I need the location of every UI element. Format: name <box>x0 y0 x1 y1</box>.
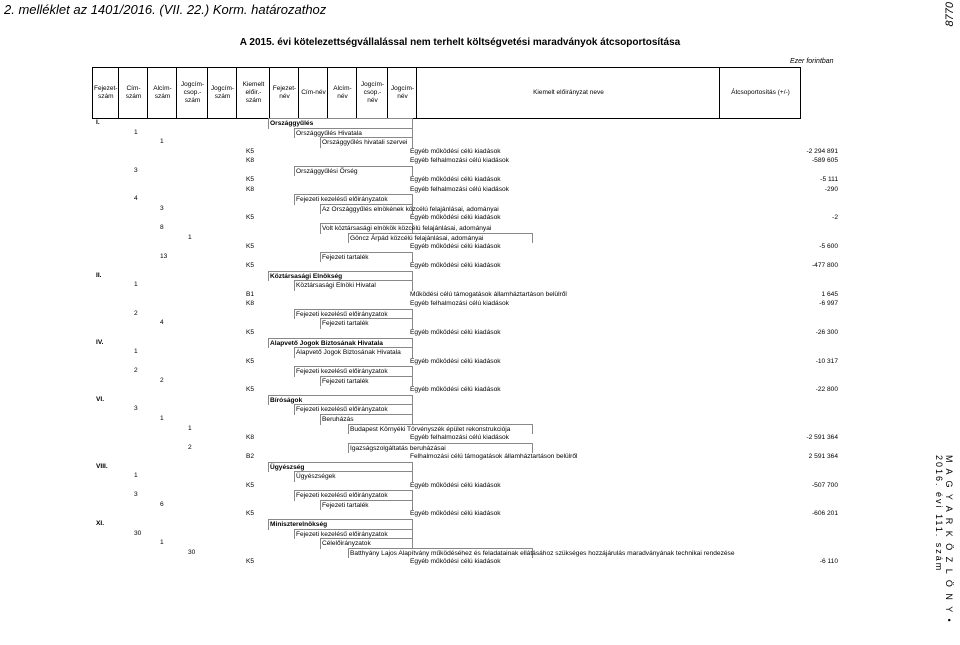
table-row <box>92 443 838 453</box>
desc-cell: Egyéb működési célú kiadások <box>410 214 501 222</box>
table-row <box>92 414 838 424</box>
table-row <box>92 261 838 271</box>
table-row <box>92 490 838 500</box>
table-row <box>92 147 838 157</box>
desc-cell: Egyéb működési célú kiadások <box>410 329 501 337</box>
column-header: Cím-név <box>299 68 328 119</box>
cim-cell: 2 <box>134 367 138 375</box>
table-row <box>92 462 838 472</box>
name-cell: Országgyűlés <box>268 118 413 129</box>
name-cell: Országgyűlés hivatali szervei <box>320 137 413 148</box>
table-row <box>92 318 838 328</box>
name-cell: Miniszterelnökség <box>268 519 413 530</box>
table-row <box>92 509 838 519</box>
table-row <box>92 271 838 281</box>
column-header: Jogcím-csop.-név <box>357 68 388 119</box>
name-cell: Ügyészségek <box>294 471 413 482</box>
kiem-cell: K5 <box>246 510 255 518</box>
kiem-cell: K8 <box>246 434 255 442</box>
cim-cell: 1 <box>134 128 138 136</box>
column-header: Átcsoportosítás (+/-) <box>720 68 801 119</box>
name-cell: Köztársasági Elnöki Hivatal <box>294 280 413 291</box>
kiem-cell: K5 <box>246 243 255 251</box>
table-row <box>92 529 838 539</box>
kiem-cell: K8 <box>246 300 255 308</box>
cim-cell: 3 <box>134 405 138 413</box>
column-header-table <box>92 67 801 119</box>
table-row <box>92 481 838 491</box>
amount-cell: -2 294 891 <box>806 147 838 155</box>
table-row <box>92 328 838 338</box>
cim-cell: 1 <box>134 348 138 356</box>
name-cell: Batthyány Lajos Alapítvány működéséhez és feladatainak ellátásához szükséges hozzájárulás maradványának technikai rendezése <box>350 549 735 557</box>
name-cell: Fejezeti tartalék <box>320 500 413 511</box>
table-row <box>92 175 838 185</box>
table-row <box>92 280 838 290</box>
table-row <box>92 290 838 300</box>
name-cell: Fejezeti kezelésű előirányzatok <box>294 366 413 377</box>
name-cell: Bíróságok <box>268 395 413 406</box>
amount-cell: -477 800 <box>811 262 838 270</box>
table-row <box>92 557 838 567</box>
table-row <box>92 118 838 128</box>
cim-cell: 30 <box>134 529 142 537</box>
name-cell: Fejezeti kezelésű előirányzatok <box>294 404 413 415</box>
cim-cell: 3 <box>134 166 138 174</box>
table-row <box>92 424 838 434</box>
table-row <box>92 156 838 166</box>
table-row <box>92 366 838 376</box>
table-row <box>92 357 838 367</box>
table-row <box>92 452 838 462</box>
name-cell: Fejezeti tartalék <box>320 318 413 329</box>
table-row <box>92 395 838 405</box>
amount-cell: -26 300 <box>815 329 838 337</box>
name-cell: Fejezeti kezelésű előirányzatok <box>294 194 413 205</box>
desc-cell: Felhalmozási célú támogatások államháztartáson belülről <box>410 453 578 461</box>
name-cell: Fejezeti kezelésű előirányzatok <box>294 309 413 320</box>
amount-cell: -606 201 <box>811 510 838 518</box>
desc-cell: Egyéb működési célú kiadások <box>410 558 501 566</box>
column-header: Kiemelt előir.-szám <box>237 68 270 119</box>
kiem-cell: K5 <box>246 357 255 365</box>
name-cell: Fejezeti kezelésű előirányzatok <box>294 490 413 501</box>
alcim-cell: 1 <box>160 414 164 422</box>
alcim-cell: 6 <box>160 500 164 508</box>
alcim-cell: 13 <box>160 252 168 260</box>
column-header: Cím-szám <box>119 68 148 119</box>
table-row <box>92 166 838 176</box>
amount-cell: -2 591 364 <box>806 434 838 442</box>
table-row <box>92 137 838 147</box>
desc-cell: Egyéb működési célú kiadások <box>410 262 501 270</box>
table-row <box>92 404 838 414</box>
name-cell: Budapest Környéki Törvényszék épület rekonstrukciója <box>348 424 533 435</box>
desc-cell: Egyéb felhalmozási célú kiadások <box>410 300 509 308</box>
name-cell: Fejezeti tartalék <box>320 376 413 387</box>
table-row <box>92 242 838 252</box>
kiem-cell: K8 <box>246 185 255 193</box>
table-row <box>92 519 838 529</box>
table-row <box>92 204 838 214</box>
desc-cell: Egyéb felhalmozási célú kiadások <box>410 157 509 165</box>
table-row <box>92 299 838 309</box>
column-header: Jogcím-szám <box>208 68 237 119</box>
table-row <box>92 309 838 319</box>
amount-cell: -290 <box>824 185 838 193</box>
table-row <box>92 128 838 138</box>
name-cell: Volt köztársasági elnökök közcélú felajánlásai, adományai <box>322 225 492 233</box>
table-row <box>92 194 838 204</box>
table-row <box>92 338 838 348</box>
table-row <box>92 471 838 481</box>
page-number: 8770 <box>944 2 956 27</box>
cim-cell: 2 <box>134 309 138 317</box>
jcsop-cell: 2 <box>188 443 192 451</box>
kiem-cell: K5 <box>246 147 255 155</box>
side-journal-label: M A G Y A R K Ö Z L Ö N Y • 2016. évi 111. szám <box>934 455 954 624</box>
amount-cell: -2 <box>832 214 838 222</box>
column-header: Jogcím-név <box>388 68 417 119</box>
kiem-cell: K5 <box>246 386 255 394</box>
name-cell: Beruházás <box>320 414 413 425</box>
desc-cell: Egyéb felhalmozási célú kiadások <box>410 185 509 193</box>
column-header: Fejezet-szám <box>93 68 119 119</box>
table-row <box>92 538 838 548</box>
fej-cell: VIII. <box>96 462 108 470</box>
name-cell: Alapvető Jogok Biztosának Hivatala <box>268 338 413 349</box>
table-row <box>92 223 838 233</box>
kiem-cell: B1 <box>246 290 255 298</box>
fej-cell: I. <box>96 119 100 126</box>
kiem-cell: K5 <box>246 558 255 566</box>
alcim-cell: 8 <box>160 224 164 232</box>
desc-cell: Egyéb működési célú kiadások <box>410 510 501 518</box>
desc-cell: Egyéb működési célú kiadások <box>410 243 501 251</box>
table-row <box>92 376 838 386</box>
amount-cell: -589 605 <box>811 157 838 165</box>
desc-cell: Egyéb felhalmozási célú kiadások <box>410 434 509 442</box>
column-header: Alcím-szám <box>148 68 177 119</box>
table-row <box>92 233 838 243</box>
column-header: Fejezet-név <box>270 68 299 119</box>
name-cell: Köztársasági Elnökség <box>268 271 413 282</box>
amount-cell: -22 800 <box>815 386 838 394</box>
kiem-cell: K5 <box>246 262 255 270</box>
name-cell: Fejezeti tartalék <box>320 252 413 263</box>
column-header: Alcím-név <box>328 68 357 119</box>
cim-cell: 3 <box>134 491 138 499</box>
document-title: A 2015. évi kötelezettségvállalással nem terhelt költségvetési maradványok átcsoportosítása <box>239 37 681 48</box>
kiem-cell: K8 <box>246 157 255 165</box>
amount-cell: 2 591 364 <box>808 453 838 461</box>
alcim-cell: 1 <box>160 539 164 547</box>
table-row <box>92 252 838 262</box>
jcsop-cell: 1 <box>188 424 192 432</box>
table-row <box>92 500 838 510</box>
name-cell: Országgyűlés Hivatala <box>294 128 413 139</box>
fej-cell: II. <box>96 271 102 279</box>
amount-cell: -10 317 <box>815 357 838 365</box>
amount-cell: -6 110 <box>819 558 838 566</box>
fej-cell: VI. <box>96 395 105 403</box>
table-row <box>92 185 838 195</box>
fej-cell: XI. <box>96 519 105 527</box>
kiem-cell: K5 <box>246 176 255 184</box>
desc-cell: Egyéb működési célú kiadások <box>410 357 501 365</box>
jcsop-cell: 30 <box>188 548 196 556</box>
cim-cell: 1 <box>134 472 138 480</box>
alcim-cell: 3 <box>160 204 164 212</box>
desc-cell: Egyéb működési célú kiadások <box>410 386 501 394</box>
amount-cell: -507 700 <box>811 481 838 489</box>
name-cell: Országgyűlési Őrség <box>294 166 413 177</box>
table-row <box>92 433 838 443</box>
cim-cell: 1 <box>134 281 138 289</box>
table-row <box>92 385 838 395</box>
kiem-cell: K5 <box>246 481 255 489</box>
amount-cell: -6 997 <box>819 300 838 308</box>
name-cell: Alapvető Jogok Biztosának Hivatala <box>294 347 413 358</box>
name-cell: Igazságszolgáltatás beruházásai <box>348 443 533 454</box>
cim-cell: 4 <box>134 195 138 203</box>
desc-cell: Működési célú támogatások államháztartáson belülről <box>410 290 567 298</box>
name-cell: Göncz Árpád közcélú felajánlásai, adományai <box>348 233 533 244</box>
column-header: Jogcím-csop.-szám <box>177 68 208 119</box>
unit-label: Ezer forintban <box>790 58 834 65</box>
annex-header: 2. melléklet az 1401/2016. (VII. 22.) Korm. határozathoz <box>4 2 327 17</box>
data-table-body <box>92 118 838 567</box>
alcim-cell: 4 <box>160 319 164 327</box>
desc-cell: Egyéb működési célú kiadások <box>410 176 501 184</box>
alcim-cell: 2 <box>160 376 164 384</box>
alcim-cell: 1 <box>160 138 164 146</box>
amount-cell: 1 645 <box>821 290 838 298</box>
column-header: Kiemelt előirányzat neve <box>417 68 720 119</box>
fej-cell: IV. <box>96 338 104 346</box>
name-cell: Célelőirányzatok <box>320 538 413 549</box>
kiem-cell: K5 <box>246 214 255 222</box>
table-row <box>92 213 838 223</box>
kiem-cell: K5 <box>246 329 255 337</box>
table-row <box>92 347 838 357</box>
amount-cell: -5 600 <box>819 243 838 251</box>
amount-cell: -5 111 <box>820 176 838 184</box>
name-cell: Ügyészség <box>268 462 413 473</box>
table-row <box>92 548 838 558</box>
name-cell: Az Országgyűlés elnökének közcélú felajánlásai, adományai <box>322 205 499 213</box>
kiem-cell: B2 <box>246 453 255 461</box>
desc-cell: Egyéb működési célú kiadások <box>410 147 501 155</box>
name-cell: Fejezeti kezelésű előirányzatok <box>294 529 413 540</box>
desc-cell: Egyéb működési célú kiadások <box>410 481 501 489</box>
jcsop-cell: 1 <box>188 233 192 241</box>
